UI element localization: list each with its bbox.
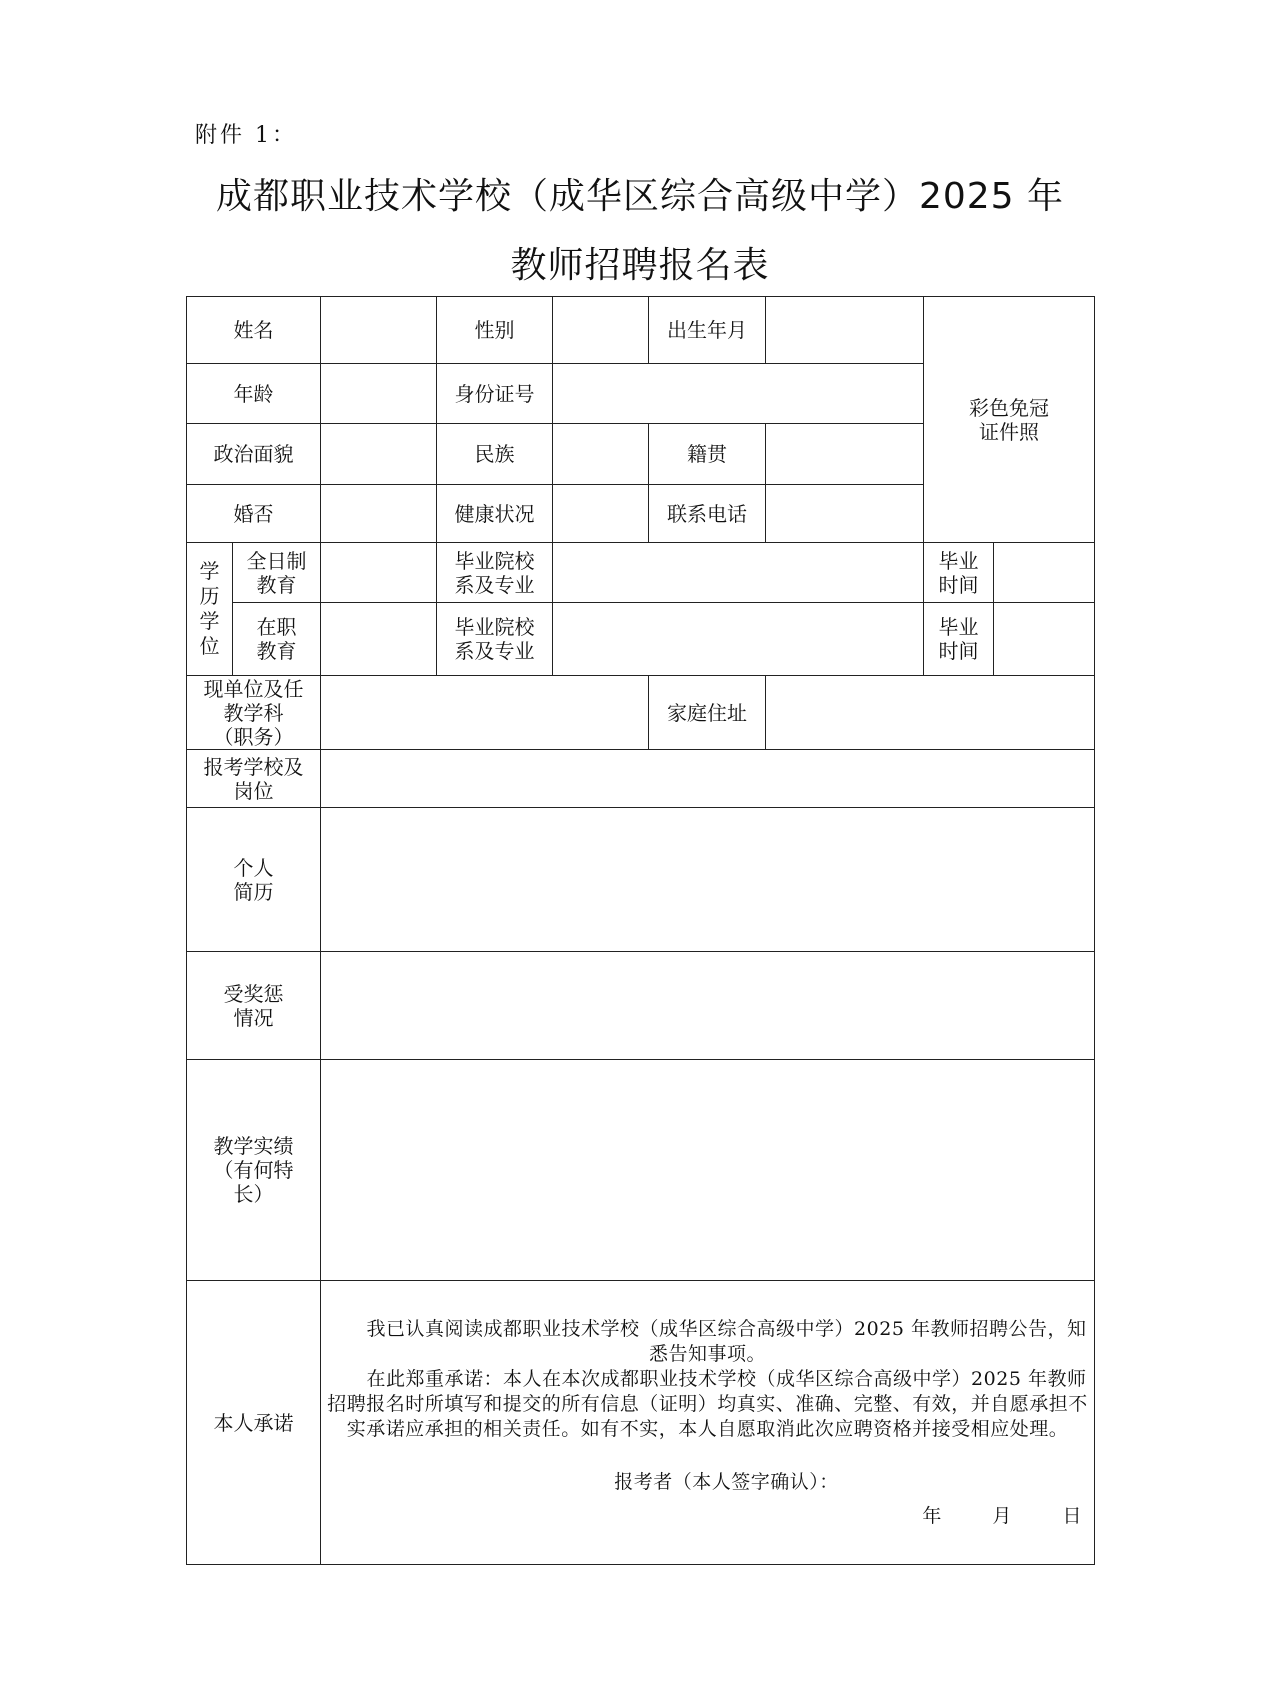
gender-field[interactable] <box>553 297 649 364</box>
date-month: 月 <box>992 1505 1012 1527</box>
phone-label: 联系电话 <box>649 485 766 543</box>
promise-paragraph-1: 我已认真阅读成都职业技术学校（成华区综合高级中学）2025 年教师招聘公告，知悉告知事项。 <box>366 1318 1087 1365</box>
resume-label: 个人 简历 <box>187 808 321 952</box>
grad-time-label-1: 毕业 时间 <box>924 543 994 603</box>
grad-time-label-2: 毕业 时间 <box>924 603 994 676</box>
grad-school-label-1: 毕业院校 系及专业 <box>437 543 553 603</box>
age-label: 年龄 <box>187 364 321 424</box>
fulltime-degree-field[interactable] <box>321 543 437 603</box>
achievements-label: 教学实绩 （有何特 长） <box>187 1060 321 1281</box>
photo-box[interactable]: 彩色免冠 证件照 <box>924 297 1095 543</box>
inservice-grad-time-field[interactable] <box>994 603 1095 676</box>
name-field[interactable] <box>321 297 437 364</box>
birth-field[interactable] <box>766 297 924 364</box>
attachment-label: 附件 1： <box>195 123 297 148</box>
address-label: 家庭住址 <box>649 676 766 750</box>
political-label: 政治面貌 <box>187 424 321 485</box>
gender-label: 性别 <box>437 297 553 364</box>
signature-date <box>321 1504 1082 1528</box>
awards-label: 受奖惩 情况 <box>187 952 321 1060</box>
fulltime-grad-time-field[interactable] <box>994 543 1095 603</box>
id-number-label: 身份证号 <box>437 364 553 424</box>
achievements-field[interactable] <box>321 1060 1095 1281</box>
address-field[interactable] <box>766 676 1095 750</box>
native-place-field[interactable] <box>766 424 924 485</box>
registration-form-table <box>186 296 1095 1565</box>
form-title-line-2: 教师招聘报名表 <box>510 245 770 286</box>
date-year: 年 <box>922 1505 942 1527</box>
applied-position-field[interactable] <box>321 750 1095 808</box>
health-label: 健康状况 <box>437 485 553 543</box>
education-label: 学历学位 <box>187 543 233 676</box>
fulltime-label: 全日制 教育 <box>233 543 321 603</box>
ethnicity-field[interactable] <box>553 424 649 485</box>
signature-line[interactable]: 报考者（本人签字确认）： <box>614 1471 839 1493</box>
promise-paragraph-2: 在此郑重承诺：本人在本次成都职业技术学校（成华区综合高级中学）2025 年教师招聘报名时所填写和提交的所有信息（证明）均真实、准确、完整、有效，并自愿承担不实承诺应承担的相关责任。如有不实，本人自愿取消此次应聘资格并接受相应处理。 <box>327 1368 1088 1440</box>
fulltime-school-field[interactable] <box>553 543 924 603</box>
form-title-line-1: 成都职业技术学校（成华区综合高级中学）2025 年 <box>215 176 1065 217</box>
current-unit-label: 现单位及任 教学科 （职务） <box>187 676 321 750</box>
health-field[interactable] <box>553 485 649 543</box>
phone-field[interactable] <box>766 485 924 543</box>
native-place-label: 籍贯 <box>649 424 766 485</box>
age-field[interactable] <box>321 364 437 424</box>
inservice-school-field[interactable] <box>553 603 924 676</box>
id-number-field[interactable] <box>553 364 924 424</box>
political-field[interactable] <box>321 424 437 485</box>
date-day: 日 <box>1062 1505 1082 1527</box>
birth-label: 出生年月 <box>649 297 766 364</box>
inservice-label: 在职 教育 <box>233 603 321 676</box>
applied-position-label: 报考学校及 岗位 <box>187 750 321 808</box>
resume-field[interactable] <box>321 808 1095 952</box>
grad-school-label-2: 毕业院校 系及专业 <box>437 603 553 676</box>
promise-label: 本人承诺 <box>187 1281 321 1565</box>
ethnicity-label: 民族 <box>437 424 553 485</box>
name-label: 姓名 <box>187 297 321 364</box>
awards-field[interactable] <box>321 952 1095 1060</box>
current-unit-field[interactable] <box>321 676 649 750</box>
promise-content <box>321 1281 1095 1565</box>
inservice-degree-field[interactable] <box>321 603 437 676</box>
marital-label: 婚否 <box>187 485 321 543</box>
marital-field[interactable] <box>321 485 437 543</box>
